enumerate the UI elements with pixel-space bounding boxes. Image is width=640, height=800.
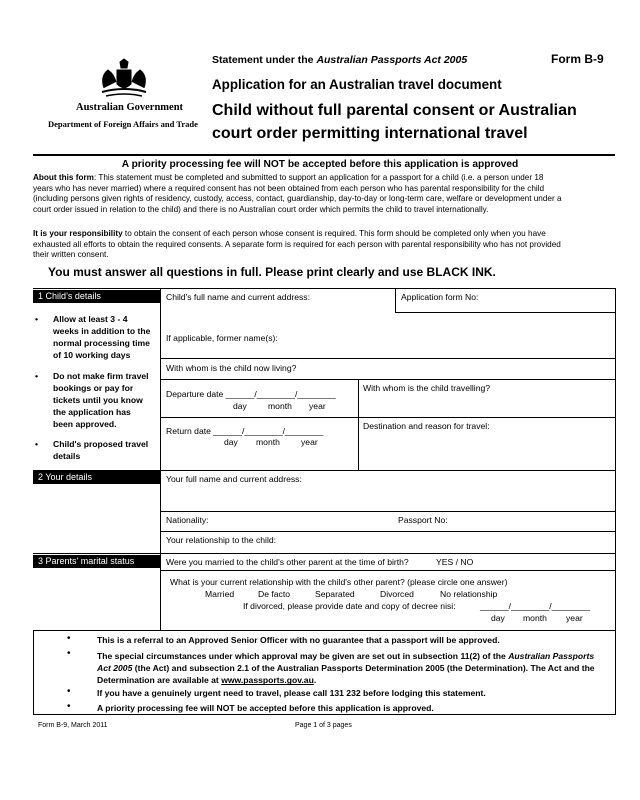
departure-day-label: day	[233, 401, 247, 411]
section1-note3: • Child's proposed travel details	[35, 439, 149, 461]
note1-bullet: •	[67, 633, 71, 644]
nationality-field[interactable]: Nationality:	[166, 515, 209, 525]
option-no-relationship[interactable]: No relationship	[440, 589, 498, 599]
note3-bullet: •	[67, 686, 71, 697]
departure-month-label: month	[268, 401, 292, 411]
note2: The special circumstances under which approval may be given are set out in subsection 11(2) of the Australian Passports Act 2005 (the Act) and subsection 2.1 of the Australian Passports Determination 2005 (the Determination). The Act and the Determination are available at www.passports.gov.au.	[97, 651, 595, 686]
divorce-label: If divorced, please provide date and copy of decree nisi:	[243, 601, 456, 611]
header-rule	[33, 154, 615, 156]
departure-date-field[interactable]: Departure date ______/________/________	[166, 389, 336, 399]
form-number: Form B-9	[551, 52, 604, 66]
main-title-line2: court order permitting international travel	[212, 125, 528, 142]
note3: If you have a genuinely urgent need to travel, please call 131 232 before lodging this statement.	[97, 688, 486, 698]
your-full-name-field[interactable]: Your full name and current address:	[166, 474, 302, 484]
destination-field[interactable]: Destination and reason for travel:	[363, 421, 490, 431]
coat-of-arms-icon	[96, 58, 152, 102]
rule-2	[160, 379, 615, 380]
section1-note1: • Allow at least 3 - 4 weeks in addition to the normal processing time of 10 working days	[35, 314, 151, 360]
rule-4	[160, 511, 615, 512]
married-question: Were you married to the child's other parent at the time of birth?	[166, 557, 409, 567]
passports-link[interactable]: www.passports.gov.au	[221, 675, 314, 686]
rule-5	[160, 531, 615, 532]
statement-line: Statement under the Australian Passports Act 2005	[212, 54, 468, 66]
notes-box-left	[33, 630, 34, 715]
relationship-question: What is your current relationship with the child's other parent? (please circle one answer)	[170, 577, 508, 587]
travel-divider	[358, 379, 359, 471]
option-divorced[interactable]: Divorced	[380, 589, 414, 599]
answer-all-notice: You must answer all questions in full. Please print clearly and use BLACK INK.	[48, 265, 496, 279]
married-options[interactable]: YES / NO	[436, 557, 474, 567]
about-paragraph: About this form: This statement must be completed and submitted to support an application for a passport for a child (i.e. a person under 18 years who has never married) where a required consent has not been obtained from each person who has parental responsibility for the child (including persons given rights of residency, custody, access, contact, guardianship, day-to-day or long-term care, welfare or development under a court order issued in relation to the child) and there is no Australian court order which permits the child to travel internationally.	[33, 173, 562, 214]
option-de-facto[interactable]: De facto	[258, 589, 291, 599]
notes-box-bottom	[33, 714, 616, 715]
option-married[interactable]: Married	[205, 589, 235, 599]
main-title-line1: Child without full parental consent or Australian	[212, 102, 577, 119]
note4-bullet: •	[67, 701, 71, 712]
rule-6	[160, 570, 615, 571]
divorce-date-field[interactable]: ______/________/________	[480, 601, 590, 611]
note2-bullet: •	[67, 648, 71, 659]
note1: This is a referral to an Approved Senior Officer with no guarantee that a passport will be approved.	[97, 635, 500, 645]
divorce-month-label: month	[523, 613, 547, 623]
section1-title: 1 Child’s details	[33, 290, 161, 303]
option-separated[interactable]: Separated	[315, 589, 355, 599]
form-top-rule	[33, 288, 615, 289]
relationship-field[interactable]: Your relationship to the child:	[166, 535, 277, 545]
dept-name: Department of Foreign Affairs and Trade	[48, 119, 198, 129]
gov-name: Australian Government	[76, 102, 184, 113]
child-full-name-field[interactable]: Child's full name and current address:	[166, 292, 310, 302]
application-form-no-field[interactable]: Application form No:	[401, 292, 479, 302]
rule-bottom-box-top	[33, 630, 616, 631]
divorce-year-label: year	[566, 613, 583, 623]
return-day-label: day	[224, 437, 238, 447]
rule-1	[160, 358, 615, 359]
notes-box-right	[615, 630, 616, 715]
rule-3	[160, 417, 615, 418]
form-left-rule	[160, 288, 161, 631]
responsibility-paragraph: It is your responsibility to obtain the consent of each person whose consent is required. This form should be completed only when you have exhausted all efforts to obtain the required consents. A separate form is required for each person with parental responsibility who has not provided their written consent.	[33, 229, 561, 260]
living-with-field[interactable]: With whom is the child now living?	[166, 363, 297, 373]
section2-title: 2 Your details	[33, 471, 161, 484]
application-title: Application for an Australian travel document	[212, 77, 502, 92]
former-names-field[interactable]: If applicable, former name(s):	[166, 333, 278, 343]
rule-section3-top	[33, 553, 615, 554]
return-year-label: year	[301, 437, 318, 447]
section3-title: 3 Parents' marital status	[33, 555, 161, 568]
footer-page-number: Page 1 of 3 pages	[295, 722, 352, 729]
return-date-field[interactable]: Return date ______/________/________	[166, 426, 324, 436]
section1-note2: • Do not make firm travel bookings or pay for tickets until you know the application has been approved.	[35, 371, 149, 429]
footer-form-id: Form B-9, March 2011	[38, 722, 108, 729]
travelling-with-field[interactable]: With whom is the child travelling?	[363, 383, 491, 393]
priority-notice: A priority processing fee will NOT be accepted before this application is approved	[121, 159, 519, 170]
passport-no-field[interactable]: Passport No:	[398, 515, 448, 525]
form-right-rule	[615, 288, 616, 631]
departure-year-label: year	[309, 401, 326, 411]
note4: A priority processing fee will NOT be accepted before this application is approved.	[97, 703, 434, 713]
app-no-bottom-rule	[395, 312, 615, 313]
return-month-label: month	[256, 437, 280, 447]
divorce-day-label: day	[491, 613, 505, 623]
app-no-divider	[395, 288, 396, 312]
